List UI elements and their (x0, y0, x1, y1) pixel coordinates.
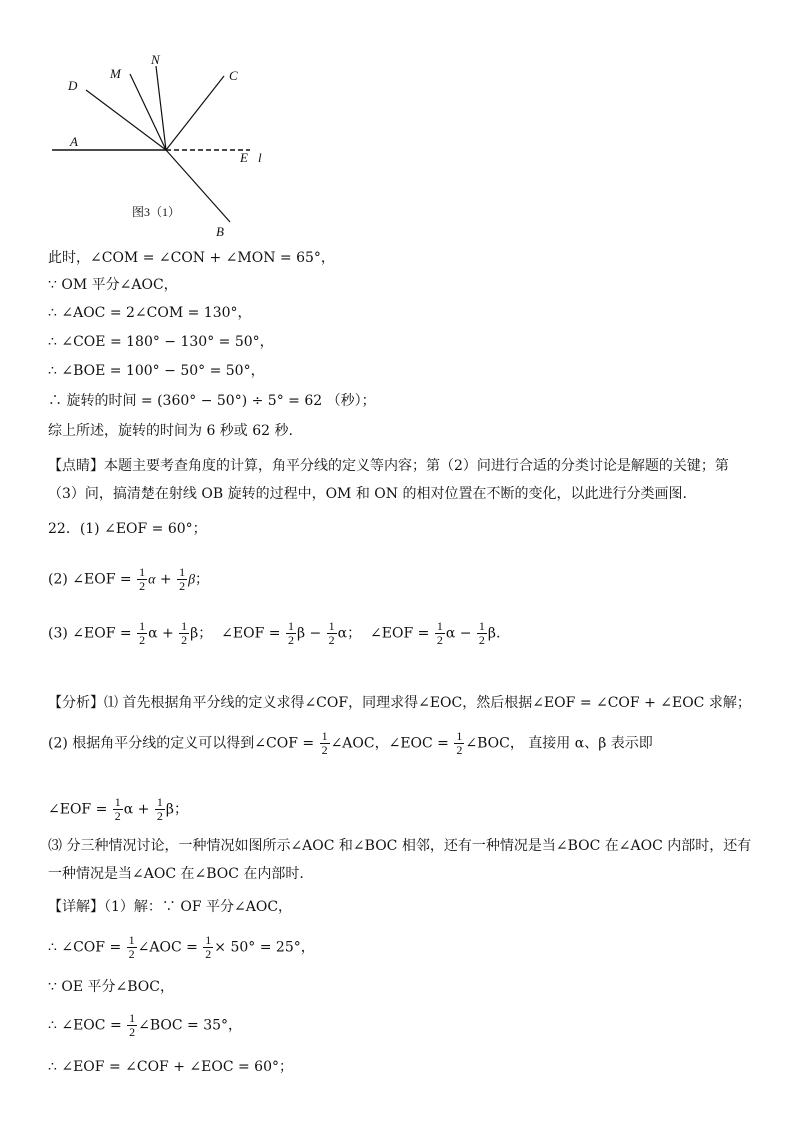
label-M: M (110, 66, 121, 81)
analysis-line-3: ∠EOF = $\frac{1}{2}$ α + $\frac{1}{2}$ β； (48, 795, 188, 823)
detail-line-1: 【详解】（1）解：∵ OF 平分∠AOC， (48, 899, 293, 915)
detail-line-2: ∴ ∠COF = $\frac{1}{2}$ ∠AOC = $\frac{1}{2}$ × 50° = 25°， (48, 933, 315, 961)
label-A: A (70, 134, 78, 149)
ray-OM (130, 74, 166, 150)
detail-line-3: ∵ OE 平分∠BOC， (48, 979, 174, 995)
fraction-half: $\frac{1}{2}$ (456, 729, 463, 757)
analysis-line-2: (2) 根据角平分线的定义可以得到∠COF = $\frac{1}{2}$ ∠AOC，∠EOC = $\frac{1}{2}$ ∠BOC， 直接用 α、β 表示即 (48, 729, 653, 757)
fraction-half: $\frac{1}{2}$ (139, 565, 146, 593)
ray-OC (166, 76, 224, 150)
fraction-half: $\frac{1}{2}$ (181, 619, 188, 647)
label-B: B (216, 224, 224, 239)
detail-line-4: ∴ ∠EOC = $\frac{1}{2}$ ∠BOC = 35°， (48, 1011, 243, 1039)
fraction-half: $\frac{1}{2}$ (436, 619, 443, 647)
label-D: D (68, 78, 78, 93)
fraction-half: $\frac{1}{2}$ (114, 795, 121, 823)
fraction-half: $\frac{1}{2}$ (478, 619, 485, 647)
label-l: l (258, 150, 262, 165)
label-E: E (240, 150, 248, 165)
text-line: ∴ ∠COE = 180° − 130° = 50°， (48, 334, 274, 350)
fraction-half: $\frac{1}{2}$ (179, 565, 186, 593)
detail-line-5: ∴ ∠EOF = ∠COF + ∠EOC = 60°； (48, 1059, 293, 1075)
analysis-line-4: ⑶ 分三种情况讨论，一种情况如图所示∠AOC 和∠BOC 相邻，还有一种情况是当∠BOC 在∠AOC 内部时，还有一种情况是当∠AOC 在∠BOC 在内部时. (48, 838, 752, 882)
label-N: N (151, 52, 160, 67)
text-line: ∴ 旋转的时间 = (360° − 50°) ÷ 5° = 62 （秒）； (48, 393, 376, 409)
fraction-half: $\frac{1}{2}$ (205, 933, 212, 961)
fraction-half: $\frac{1}{2}$ (128, 933, 135, 961)
ray-ON (156, 66, 166, 150)
text-line: ∴ ∠AOC = 2∠COM = 130°， (48, 305, 252, 321)
q22-part1: 22．(1) ∠EOF = 60°； (48, 521, 207, 537)
figure-caption: 图3（1） (132, 205, 181, 219)
text-line: ∵ OM 平分∠AOC， (48, 277, 178, 293)
label-C: C (229, 68, 238, 83)
q22-part3: (3) ∠EOF = $\frac{1}{2}$ α + $\frac{1}{2}$ β； ∠EOF = $\frac{1}{2}$ β − $\frac{1}{2}$ α； ∠EOF = $\frac{1}{2}$ α − $\frac{1}{2}$ β. (48, 619, 501, 647)
text-line: ∴ ∠BOE = 100° − 50° = 50°， (48, 363, 265, 379)
q22-part2: (2) ∠EOF = $\frac{1}{2}$ α + $\frac{1}{2}$ β； (48, 565, 210, 593)
fraction-half: $\frac{1}{2}$ (156, 795, 163, 823)
text-line: 此时，∠COM = ∠CON + ∠MON = 65°， (48, 250, 335, 266)
text-line: 综上所述，旋转的时间为 6 秒或 62 秒. (48, 423, 293, 439)
fraction-half: $\frac{1}{2}$ (129, 1011, 136, 1039)
analysis-line-1: 【分析】⑴ 首先根据角平分线的定义求得∠COF，同理求得∠EOC，然后根据∠EOF = ∠COF + ∠EOC 求解； (48, 695, 751, 711)
fraction-half: $\frac{1}{2}$ (321, 729, 328, 757)
angle-diagram (44, 44, 284, 240)
ray-OD (86, 90, 166, 150)
tips-paragraph: 【点睛】本题主要考查角度的计算，角平分线的定义等内容；第（2）问进行合适的分类讨论是解题的关键；第（3）问，搞清楚在射线 OB 旋转的过程中，OM 和 ON 的相对位置在不断的变化，以此进行分类画图. (48, 458, 729, 502)
fraction-half: $\frac{1}{2}$ (328, 619, 335, 647)
fraction-half: $\frac{1}{2}$ (139, 619, 146, 647)
fraction-half: $\frac{1}{2}$ (287, 619, 294, 647)
